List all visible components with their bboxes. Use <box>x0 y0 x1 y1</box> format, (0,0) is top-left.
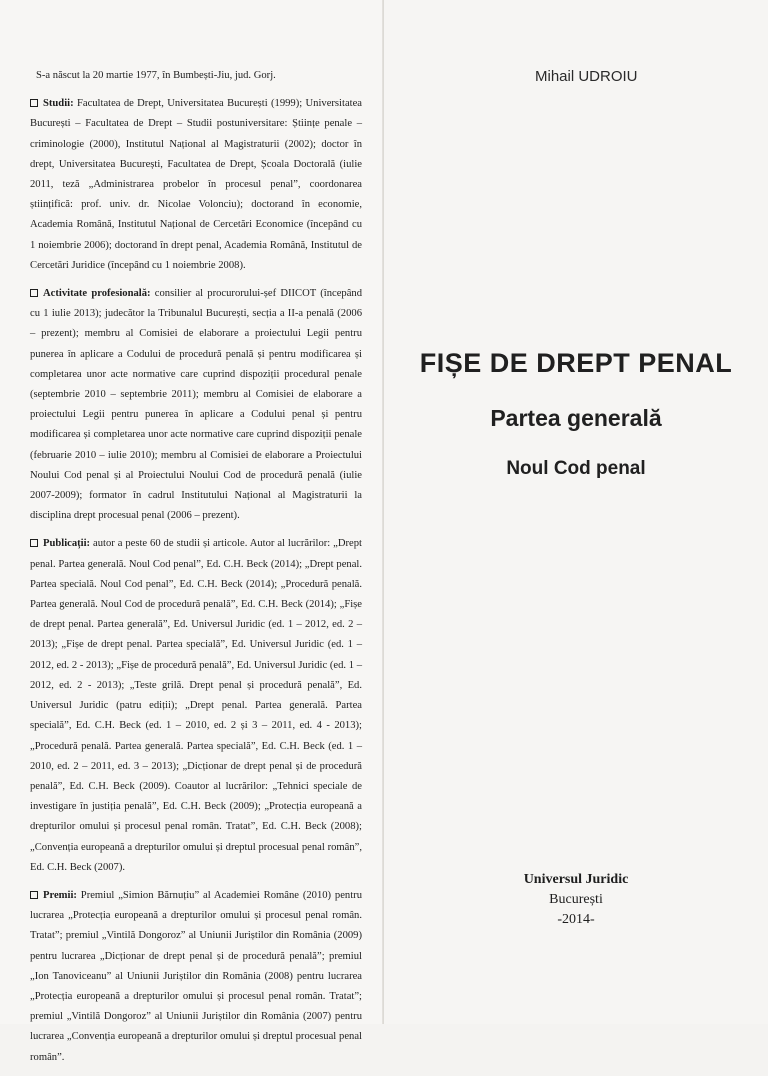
section-activitate <box>30 284 362 526</box>
section-text: consilier al procurorului-șef DIICOT (începând cu 1 iulie 2013); judecător la Tribunalul București, secția a II-a penală (2006 – prezent); membru al Comisiei de elaborare a proiectului Legii pentru punerea în aplicare a Codului de procedură penală și pentru modificarea și completarea unor acte normative care cuprind dispoziții procedural penale (septembrie 2010 – septembrie 2011); membru al Comisiei de elaborare a proiectului Legii pentru punerea în aplicare a Codului penal și pentru modificarea și completarea unor acte normative care cuprind dispoziții penale (februarie 2010 – iulie 2010); membru al Comisiei de elaborare a Proiectului Noului Cod penal și al Proiectului Noului Cod de procedură penală (iulie 2007-2009); formator în cadrul Institutului Național al Magistraturii la disciplina drept procesual penal (2006 – prezent). <box>30 288 362 522</box>
section-label: Premii: <box>43 889 77 901</box>
book-subtitle-secondary: Noul Cod penal <box>506 458 646 479</box>
left-page <box>0 0 384 1063</box>
section-premii <box>30 886 362 1068</box>
section-publicatii <box>30 534 362 877</box>
square-bullet-icon <box>30 289 38 297</box>
book-subtitle: Partea generală <box>490 405 662 431</box>
section-label: Publicații: <box>43 538 91 550</box>
section-text: Facultatea de Drept, Universitatea București (1999); Universitatea București – Facultatea de Drept – Studii postuniversitare: Științe penale – criminologie (2000), Institutul Național al Magistraturii (2002); doctor în drept, Universitatea București, Facultatea de Drept, Școala Doctorală (iulie 2011, teză „Administrarea probelor în procesul penal”, coordonarea științifică: prof. univ. dr. Nicolae Volonciu); doctorand în economie, Academia Română, Institutul Național de Cercetări Economice (începând cu 1 noiembrie 2006); doctorand în drept penal, Academia Română, Institutul de Cercetări Juridice (începând cu 1 noiembrie 2008). <box>30 98 362 271</box>
section-label: Activitate profesională: <box>43 288 151 300</box>
section-text: Premiul „Simion Bărnuțiu” al Academiei Române (2010) pentru lucrarea „Protecția europeană a drepturilor omului și procesul penal român. Tratat”; premiul „Vintilă Dongoroz” al Uniunii Juriștilor din România (2009) pentru lucrarea „Dicționar de drept penal și de procedură penală”; premiul „Ion Tanoviceanu” al Uniunii Juriștilor din România (2008) pentru lucrarea „Protecția europeană a drepturilor omului și procesul penal român. Tratat”; premiul „Vintilă Dongoroz” al Uniunii Juriștilor din România (2007) pentru lucrarea „Convenția europeană a drepturilor omului și dreptul procesual penal român”. <box>30 889 362 1063</box>
birth-info: S-a născut la 20 martie 1977, în Bumbești-Jiu, jud. Gorj. <box>36 70 276 81</box>
section-text: autor a peste 60 de studii și articole. Autor al lucrărilor: „Drept penal. Partea generală. Noul Cod penal”, Ed. C.H. Beck (2014); „Drept penal. Partea specială. Noul Cod penal”, Ed. C.H. Beck (2014); „Procedură penală. Partea generală. Noul Cod de procedură penală”, Ed. C.H. Beck (2014); „Fișe de drept penal. Partea generală”, Ed. Universul Juridic (ed. 1 – 2012, ed. 2 – 2013); „Fișe de drept penal. Partea specială”, Ed. Universul Juridic (ed. 1 – 2012, ed. 2 - 2013); „Fișe de procedură penală”, Ed. Universul Juridic (ed. 1 – 2012, ed. 2 - 2013); „Teste grilă. Drept penal și procedură penală”, Ed. Universul Juridic (patru ediții); „Drept penal. Partea generală. Partea specială”, Ed. C.H. Beck (ed. 1 – 2010, ed. 2 și 3 – 2011, ed. 4 - 2013); „Procedură penală. Partea generală. Partea specială”, Ed. C.H. Beck (ed. 1 – 2010, ed. 2 – 2011, ed. 3 – 2013); „Dicționar de drept penal și de procedură penală”, Ed. C.H. Beck (2009). Coautor al lucrărilor: „Tehnici speciale de investigare în justiția penală”, Ed. C.H. Beck (2009); „Protecția europeană a drepturilor omului și procesul penal român. Tratat”, Ed. C.H. Beck (2008); „Convenția europeană a drepturilor omului și dreptul procesual penal român”, Ed. C.H. Beck (2007). <box>30 538 363 873</box>
square-bullet-icon <box>30 99 38 107</box>
publisher-name: Universul Juridic <box>523 872 629 887</box>
author-biography <box>30 66 362 1076</box>
book-title: FIȘE DE DREPT PENAL <box>419 348 733 378</box>
publisher-city: București <box>549 892 603 907</box>
section-studii <box>30 94 362 276</box>
square-bullet-icon <box>30 891 38 899</box>
publisher-block <box>384 870 768 930</box>
publication-year: -2014- <box>557 912 595 927</box>
section-label: Studii: <box>43 98 74 110</box>
author-name: Mihail UDROIU <box>535 68 638 85</box>
square-bullet-icon <box>30 539 38 547</box>
